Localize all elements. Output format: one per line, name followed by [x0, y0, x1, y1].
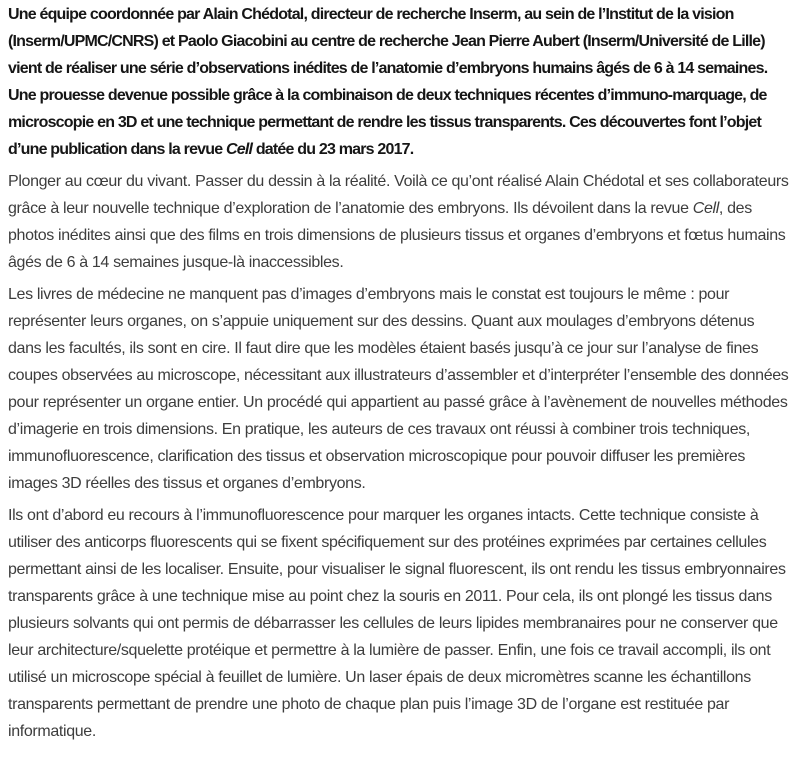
- article-body: [8, 1, 790, 745]
- body-paragraph-3: [8, 502, 790, 745]
- paragraph-text: Les livres de médecine ne manquent pas d’images d’embryons mais le constat est toujours le même : pour représenter leurs organes, on s’appuie uniquement sur des dessins. Quant aux moulages d’embryons détenus dans les facultés, ils sont en cire. Il faut dire que les modèles étaient basés jusqu’à ce jour sur l’analyse de fines coupes observées au microscope, nécessitant aux illustrateurs d’assembler et d’interpréter l’ensemble des données pour représenter un organe entier. Un procédé qui appartient au passé grâce à l’avènement de nouvelles méthodes d’imagerie en trois dimensions. En pratique, les auteurs de ces travaux ont réussi à combiner trois techniques, immunofluorescence, clarification des tissus et observation microscopique pour pouvoir diffuser les premières images 3D réelles des tissus et organes d’embryons.: [8, 286, 789, 492]
- paragraph-text: Une équipe coordonnée par Alain Chédotal, directeur de recherche Inserm, au sein de l’Institut de la vision (Inserm/UPMC/CNRS) et Paolo Giacobini au centre de recherche Jean Pierre Aubert (Inserm/Université de Lille) vient de réaliser une série d’observations inédites de l’anatomie d’embryons humains âgés de 6 à 14 semaines. Une prouesse devenue possible grâce à la combinaison de deux techniques récentes d’immuno-marquage, de microscopie en 3D et une technique permettant de rendre les tissus transparents. Ces découvertes font l’objet d’une publication dans la revue: [8, 6, 768, 158]
- paragraph-text: datée du 23 mars 2017.: [252, 141, 414, 158]
- body-paragraph-2: [8, 281, 790, 497]
- paragraph-text: Ils ont d’abord eu recours à l’immunofluorescence pour marquer les organes intacts. Cette technique consiste à utiliser des anticorps fluorescents qui se fixent spécifiquement sur des protéines exprimées par certaines cellules permettant ainsi de les localiser. Ensuite, pour visualiser le signal fluorescent, ils ont rendu les tissus embryonnaires transparents grâce à une technique mise au point chez la souris en 2011. Pour cela, ils ont plongé les tissus dans plusieurs solvants qui ont permis de débarrasser les cellules de leurs lipides membranaires pour ne conserver que leur architecture/squelette protéique et permettre à la lumière de passer. Enfin, une fois ce travail accompli, ils ont utilisé un microscope spécial à feuillet de lumière. Un laser épais de deux micromètres scanne les échantillons transparents permettant de prendre une photo de chaque plan puis l’image 3D de l’organe est restituée par informatique.: [8, 507, 786, 740]
- body-paragraph-1: [8, 168, 790, 276]
- paragraph-text: , des photos inédites ainsi que des films en trois dimensions de plusieurs tissus et organes d’embryons et fœtus humains âgés de 6 à 14 semaines jusque-là inaccessibles.: [8, 200, 786, 271]
- journal-name-italic: Cell: [226, 141, 253, 158]
- intro-paragraph: [8, 1, 790, 163]
- paragraph-text: Plonger au cœur du vivant. Passer du dessin à la réalité. Voilà ce qu’ont réalisé Alain Chédotal et ses collaborateurs grâce à leur nouvelle technique d’exploration de l’anatomie des embryons. Ils dévoilent dans la revue: [8, 173, 789, 217]
- journal-name-italic: Cell: [692, 200, 719, 217]
